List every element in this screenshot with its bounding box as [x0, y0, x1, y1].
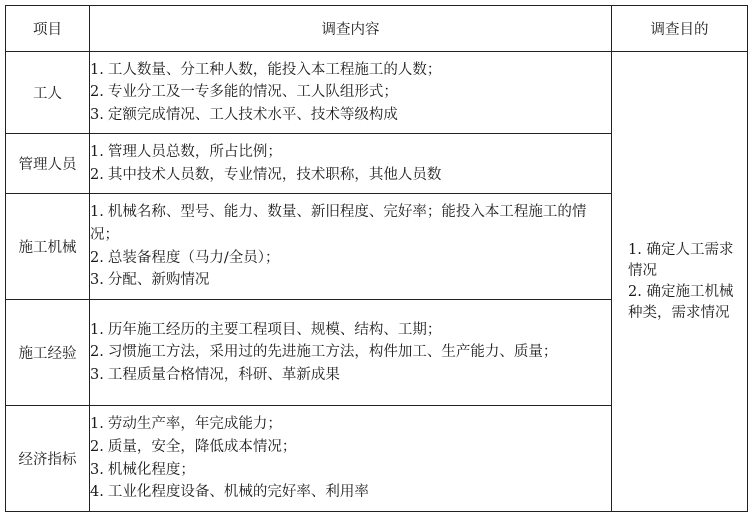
list-item: 1. 管理人员总数，所占比例； — [90, 143, 282, 160]
row-category-economics: 经济指标 — [6, 406, 90, 512]
survey-table — [5, 5, 748, 512]
row-category-managers: 管理人员 — [6, 134, 90, 194]
list-item: 2. 确定施工机械种类，需求情况 — [628, 283, 734, 321]
list-item: 1. 历年施工经历的主要工程项目、规模、结构、工期； — [90, 321, 442, 338]
header-content: 调查内容 — [90, 6, 612, 52]
row-content-managers — [90, 134, 612, 194]
list-item: 1. 确定人工需求情况 — [628, 241, 734, 279]
list-item: 4. 工业化程度设备、机械的完好率、利用率 — [90, 484, 369, 501]
row-content-experience — [90, 300, 612, 406]
row-content-economics — [90, 406, 612, 512]
list-item: 3. 分配、新购情况 — [90, 272, 210, 289]
row-content-workers — [90, 52, 612, 134]
purpose-cell — [612, 52, 748, 512]
row-content-machinery — [90, 194, 612, 300]
list-item: 1. 工人数量、分工种人数，能投入本工程施工的人数； — [90, 61, 442, 78]
row-category-experience: 施工经验 — [6, 300, 90, 406]
list-item: 2. 质量，安全，降低成本情况； — [90, 438, 297, 455]
list-item: 1. 机械名称、型号、能力、数量、新旧程度、完好率；能投入本工程施工的情况； — [90, 204, 587, 243]
list-item: 3. 工程质量合格情况，科研、革新成果 — [90, 366, 340, 383]
header-purpose: 调查目的 — [612, 6, 748, 52]
list-item: 1. 劳动生产率，年完成能力； — [90, 416, 282, 433]
list-item: 3. 定额完成情况、工人技术水平、技术等级构成 — [90, 106, 398, 123]
list-item: 2. 总装备程度（马力/全员）； — [90, 249, 280, 266]
header-category: 项目 — [6, 6, 90, 52]
list-item: 2. 专业分工及一专多能的情况、工人队组形式； — [90, 84, 398, 101]
list-item: 2. 习惯施工方法，采用过的先进施工方法，构件加工、生产能力、质量； — [90, 344, 558, 361]
row-category-machinery: 施工机械 — [6, 194, 90, 300]
list-item: 3. 机械化程度； — [90, 461, 195, 478]
list-item: 2. 其中技术人员数，专业情况，技术职称，其他人员数 — [90, 166, 442, 183]
table-row — [6, 52, 748, 134]
row-category-workers: 工人 — [6, 52, 90, 134]
header-row — [6, 6, 748, 52]
